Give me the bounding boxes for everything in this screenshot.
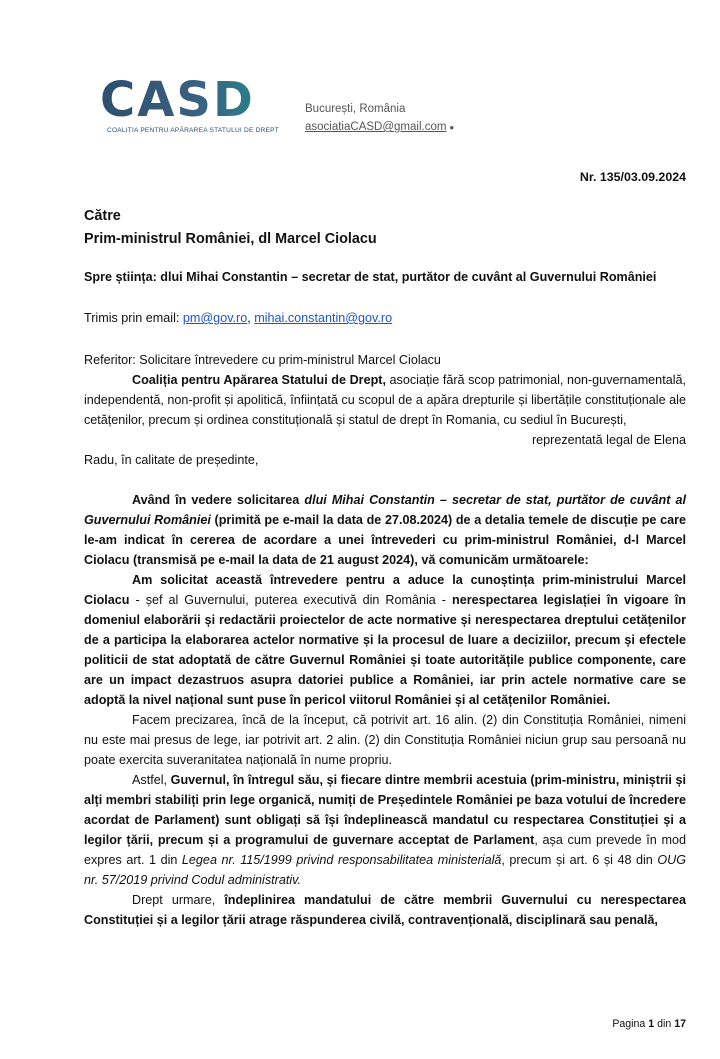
page-total: 17 — [674, 1018, 686, 1030]
email-link-pm[interactable]: pm@gov.ro — [182, 311, 248, 325]
p4-d: Legea nr. 115/1999 privind responsabilitatea ministerială — [181, 853, 502, 867]
p4-a: Astfel, — [132, 773, 171, 787]
recipient-line2: Prim-ministrul României, dl Marcel Ciolacu — [84, 231, 377, 247]
p2-c: nerespectarea legislației în vigoare în domeniul elaborării și redactării proiectelor de acte normative și nerespectarea dreptului cetățenilor de a participa la elaborarea actelor normative și la procesul de luare a deciziilor, precum și efectele politicii de stat adoptată de către Guvernul României și toate autoritățile publice componente, care are un impact dezastruos asupra datoriei publice a României, iar prin actele normative care se adoptă la nivel național sunt puse în pericol viitorul României și al cetățenilor României. — [84, 593, 686, 707]
contact-email[interactable]: asociatiaCASD@gmail.com — [305, 121, 447, 133]
page-number: 1 — [648, 1018, 655, 1030]
paragraph-3: Facem precizarea, încă de la început, că potrivit art. 16 alin. (2) din Constituția României, nimeni nu este mai presus de lege, iar potrivit art. 2 alin. (2) din Constituția României niciun grup sau persoană nu poate exercita suveranitatea națională în nume propriu. — [84, 713, 686, 767]
document-number: Nr. 135/03.09.2024 — [579, 170, 686, 184]
email-separator: , — [247, 311, 255, 325]
recipient-block — [84, 205, 377, 251]
p5-a: Drept urmare, — [132, 893, 225, 907]
contact-block — [305, 100, 454, 137]
p2-b: - șef al Guvernului, puterea executivă din România - — [129, 593, 452, 607]
sent-label: Trimis prin email: — [84, 311, 183, 325]
org-name: Coaliția pentru Apărarea Statului de Drept, — [132, 373, 386, 387]
letter-body — [84, 350, 686, 930]
paragraph-4 — [84, 770, 686, 890]
p2-a: Am solicitat această întrevedere pentru a aduce la cunoștința prim-ministrului Marcel Ciolacu — [84, 573, 686, 607]
email-link-spokesperson[interactable]: mihai.constantin@gov.ro — [254, 311, 393, 325]
page-label: Pagina — [612, 1018, 649, 1030]
page-footer — [612, 1018, 686, 1030]
logo-subtitle: COALIȚIA PENTRU APĂRAREA STATULUI DE DREPT — [107, 127, 279, 134]
intro-text: asociație fără scop patrimonial, non-guvernamentală, independentă, non-profit și apolitică, înființată cu scopul de a apăra drepturile și libertățile constituționale ale cetățenilor, precum și ordinea constituțională și statul de drept în Romania, cu sediul în București, — [84, 373, 686, 427]
p1-c: (primită pe e-mail la data de 27.08.2024) de a detalia temele de discuție pe care le-am indicat în cererea de acordare a unei întrevederi cu prim-ministrul României, d-l Marcel Ciolacu (transmisă pe e-mail la data de 21 august 2024), vă comunicăm următoarele: — [84, 513, 686, 567]
casd-logo-mark — [98, 74, 258, 120]
p1-a: Având în vedere solicitarea — [132, 493, 305, 507]
p4-e: , precum și art. 6 și 48 din — [501, 853, 658, 867]
paragraph-2 — [84, 570, 686, 710]
paragraph-5 — [84, 890, 686, 930]
representative-line-2: Radu, în calitate de președinte, — [84, 453, 259, 467]
recipient-line1: Către — [84, 208, 121, 224]
contact-city: București, România — [305, 103, 406, 115]
paragraph-1 — [84, 490, 686, 570]
p1-b: dlui Mihai Constantin – secretar de stat, purtător de cuvânt al Guvernului României — [84, 493, 686, 527]
bullet-icon: ● — [449, 123, 455, 132]
sent-by-email-line — [84, 311, 392, 325]
intro-paragraph — [84, 370, 686, 430]
p4-c: , așa cum prevede în mod expres art. 1 din — [84, 833, 687, 867]
page-of: din — [654, 1018, 675, 1030]
cc-line: Spre știința: dlui Mihai Constantin – secretar de stat, purtător de cuvânt al Guvernului României — [84, 270, 657, 284]
p4-f: OUG nr. 57/2019 privind Codul administrativ. — [84, 853, 686, 887]
representative-line: reprezentată legal de Elena — [531, 433, 686, 447]
p5-b: îndeplinirea mandatului de către membrii Guvernului cu nerespectarea Constituției și a legilor țării atrage răspunderea civilă, contravențională, disciplinară sau penală, — [84, 893, 686, 927]
p4-b: Guvernul, în întregul său, și fiecare dintre membrii acestuia (prim-ministru, miniștrii și alți membri stabiliți prin lege organică, numiți de Președintele României pe baza votului de încredere acordat de Parlament) sunt obligați să își îndeplinească mandatul cu respectarea Constituției și a legilor țării, precum și a programului de guvernare acceptat de Parlament — [84, 773, 686, 847]
subject-line: Referitor: Solicitare întrevedere cu prim-ministrul Marcel Ciolacu — [84, 353, 441, 367]
logo-text: CASD — [100, 74, 255, 120]
